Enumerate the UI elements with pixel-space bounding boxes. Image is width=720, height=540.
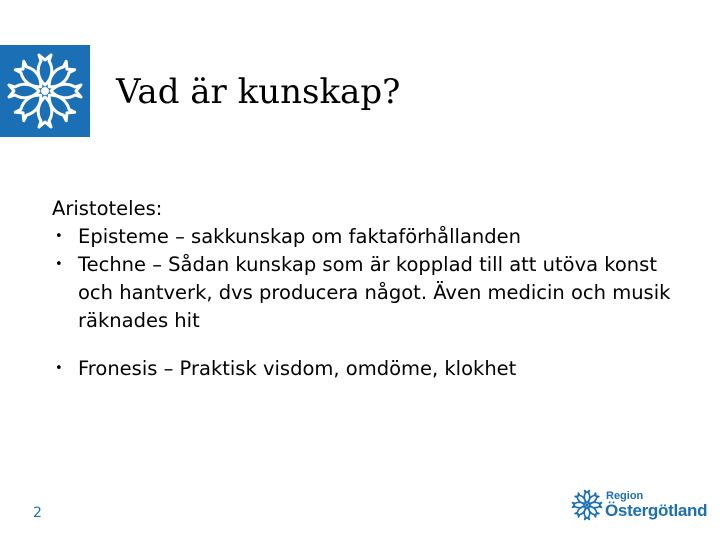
brand-logo <box>570 485 708 525</box>
cornflower-icon <box>570 488 604 522</box>
cornflower-icon <box>0 45 90 137</box>
slide-title: Vad är kunskap? <box>116 72 401 112</box>
bullet-item-techne <box>52 251 692 339</box>
bullet-text: Episteme – sakkunskap om faktaförhållanden <box>78 225 521 248</box>
brand-region-label: Region <box>606 490 644 502</box>
bullet-list <box>52 223 692 383</box>
header-logo <box>0 45 90 137</box>
bullet-item-fronesis <box>52 355 692 383</box>
bullet-text: Fronesis – Praktisk visdom, omdöme, klokhet <box>78 357 517 380</box>
intro-text: Aristoteles: <box>52 197 163 220</box>
brand-name: Östergötland <box>605 501 708 520</box>
bullet-marker: • <box>55 361 63 376</box>
slide-content <box>52 195 692 383</box>
bullet-marker: • <box>55 229 63 244</box>
bullet-marker: • <box>55 257 63 272</box>
bullet-item-episteme <box>52 223 692 251</box>
page-number: 2 <box>33 505 42 521</box>
bullet-text: Techne – Sådan kunskap som är kopplad till att utöva konst och hantverk, dvs producera något. Även medicin och musik räknades hit <box>78 253 671 332</box>
